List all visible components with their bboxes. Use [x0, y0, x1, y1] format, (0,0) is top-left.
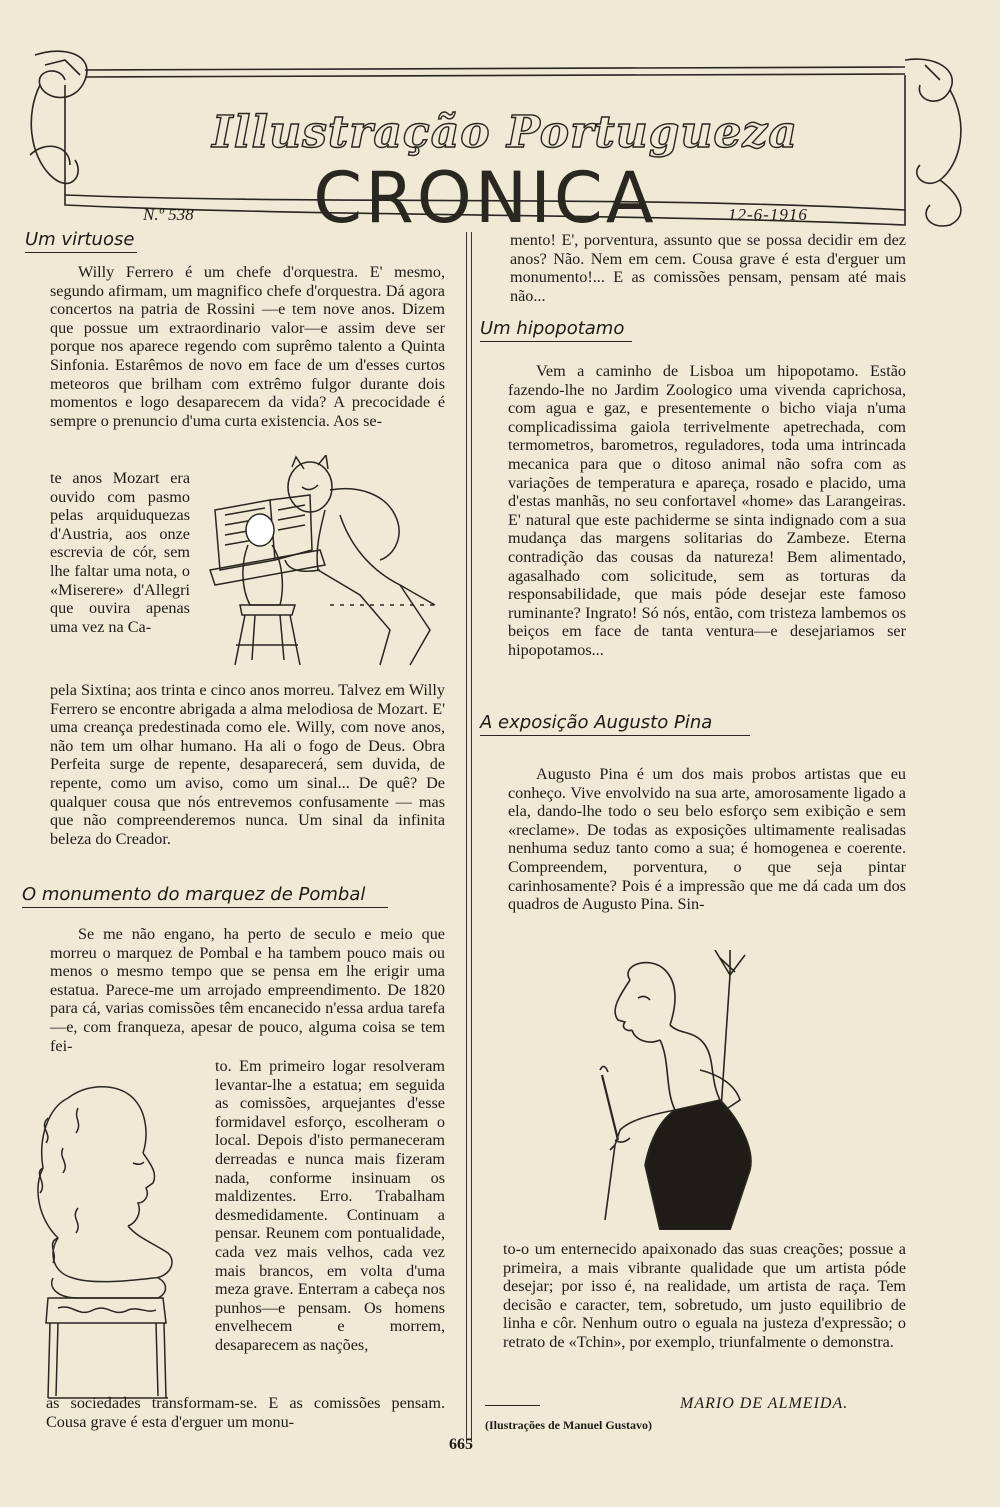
- signature-rule: [485, 1405, 540, 1406]
- heading-um-virtuose: Um virtuose: [25, 229, 137, 253]
- article-virtuose-text-bottom: pela Sixtina; aos trinta e cinco anos morreu. Talvez em Willy Ferrero se encontre abrigada a alma melodiosa de Mozart. E' uma creança predestinada como ele. Willy, com nove anos, não tem um olhar humano. Ha ali o fogo de Deus. Obra Perfeita surge de repente, desaparecerá, sem duvida, de repente, como um aviso, como um sinal... De quê? De qualquer cousa que nós entrevemos confusamente — mas que não compreenderemos nunca. Um sinal da infinita beleza do Creador.: [50, 681, 445, 848]
- artist-caricature-illustration: [590, 950, 790, 1230]
- masthead-script-title: Illustração Portugueza: [212, 107, 798, 158]
- section-title: CRONICA: [313, 157, 657, 239]
- article-pina-text-bottom: to-o um enternecido apaixonado das suas creações; possue a primeira, a mais vibrante qualidade que um artista póde desejar; por isso é, na realidade, um artista de raça. Tem decisão e caracter, tem, sobretudo, um justo equilibrio de linha e côr. Nenhum outro o eguala na justeza d'expressão; o retrato de «Tchin», por exemplo, triunfalmente o demonstra.: [503, 1240, 906, 1351]
- article-hipopotamo-text: Vem a caminho de Lisboa um hipopotamo. Estão fazendo-lhe no Jardim Zoologico uma vivenda caprichosa, com agua e gaz, e presentemente o bicho viaja n'uma complicadissima gaiola terrivelmente apetrechada, com termometros, barometros, reguladores, toda uma intrincada mecanica para que o ditoso animal não sofra com as variações de temperatura e apareça, rosado e placido, uma d'estas manhãs, no seu confortavel «home» das Larangeiras. E' natural que este pachiderme se sinta indignado com a sua mudança das margens solitarias do Zambeze. Eterna contradição das cousas da natureza! Bem alimentado, agasalhado com solicitude, sem as torturas da responsabilidade, que mais póde desejar este famoso ruminante? Ingrato! Só nós, então, com tristeza lambemos os beiços em face de tanta ventura—e desejariamos ser hipopotamos...: [508, 362, 906, 659]
- issue-date: 12-6-1916: [728, 205, 808, 224]
- heading-um-hipopotamo: Um hipopotamo: [480, 318, 632, 342]
- illustration-credit: (Ilustrações de Manuel Gustavo): [485, 1418, 652, 1432]
- column-divider: [466, 232, 472, 1442]
- author-signature: MARIO DE ALMEIDA.: [680, 1395, 849, 1412]
- article-pombal-continuation: mento! E', porventura, assunto que se possa decidir em dez anos? Não. Nem em cem. Cousa grave é esta d'erguer um monumento!... E as comissões pensam, pensam até mais não...: [510, 231, 906, 305]
- heading-exposicao-augusto-pina: A exposição Augusto Pina: [480, 712, 750, 736]
- heading-monumento-pombal: O monumento do marquez de Pombal: [22, 884, 388, 908]
- masthead: [25, 45, 975, 239]
- child-pianist-illustration: [200, 455, 450, 670]
- article-pina-text-top: Augusto Pina é um dos mais probos artistas que eu conheço. Vive envolvido na sua arte, amorosamente ligado a ela, dando-lhe todo o seu belo esforço sem exibição e sem «reclame». De todas as exposições ultimamente realisadas nenhuma seduz tanto como a sua; é homogenea e coerente. Compreendem, porventura, o que seja pintar carinhosamente? Pois é a impressão que me dá cada um dos quadros de Augusto Pina. Sin-: [508, 765, 906, 914]
- issue-number: N.º 538: [143, 205, 194, 224]
- pombal-bust-illustration: [18, 1078, 193, 1403]
- article-pombal-text-top: Se me não engano, ha perto de seculo e meio que morreu o marquez de Pombal e ha tambem pouco mais ou menos o mesmo tempo que se pensa em lhe erigir uma estatua. Parece-me um arrojado empreendimento. De 1820 para cá, varias comissões têm encanecido n'essa ardua tarefa—e, com franqueza, apesar de pouco, alguma coisa se tem fei-: [50, 925, 445, 1055]
- article-virtuose-text-top: Willy Ferrero é um chefe d'orquestra. E' mesmo, segundo afirmam, um magnifico chefe d'orquestra. Dá agora concertos na patria de Rossini —e tem nove anos. Dizem que possue um extraordinario valor—e assim deve ser porque nos aparece regendo com suprêmo talento a Quinta Sinfonia. Estarêmos de novo em face de um d'esses curtos meteoros que brilham com extrêmo fulgor durante dois momentos e logo desaparecem da vida? A precocidade é sempre o prenuncio d'uma curta existencia. Aos se-: [50, 263, 445, 430]
- article-pombal-text-bottom: as sociedades transformam-se. E as comissões pensam. Cousa grave é esta d'erguer um monu-: [46, 1394, 445, 1431]
- article-pombal-text-narrow: to. Em primeiro logar resolveram levantar-lhe a estatua; em seguida as comissões, arquejantes d'esse formidavel esforço, escolheram o local. Depois d'isto permaneceram derreadas e nunca mais fizeram nada, conforme insinuam os maldizentes. Erro. Trabalham desmedidamente. Continuam a pensar. Reunem com pontualidade, cada vez mais velhos, cada vez mais brancos, em volta d'uma meza grave. Enterram a cabeça nos punhos—e pensam. Os homens envelhecem e morrem, desaparecem as nações,: [215, 1057, 445, 1354]
- page-number: 665: [449, 1436, 473, 1453]
- article-virtuose-text-narrow: te anos Mozart era ouvido com pasmo pelas arquiduquezas d'Austria, aos onze escrevia de cór, sem lhe faltar uma nota, o «Miserere» d'Allegri que ouvira apenas uma vez na Ca-: [50, 469, 190, 636]
